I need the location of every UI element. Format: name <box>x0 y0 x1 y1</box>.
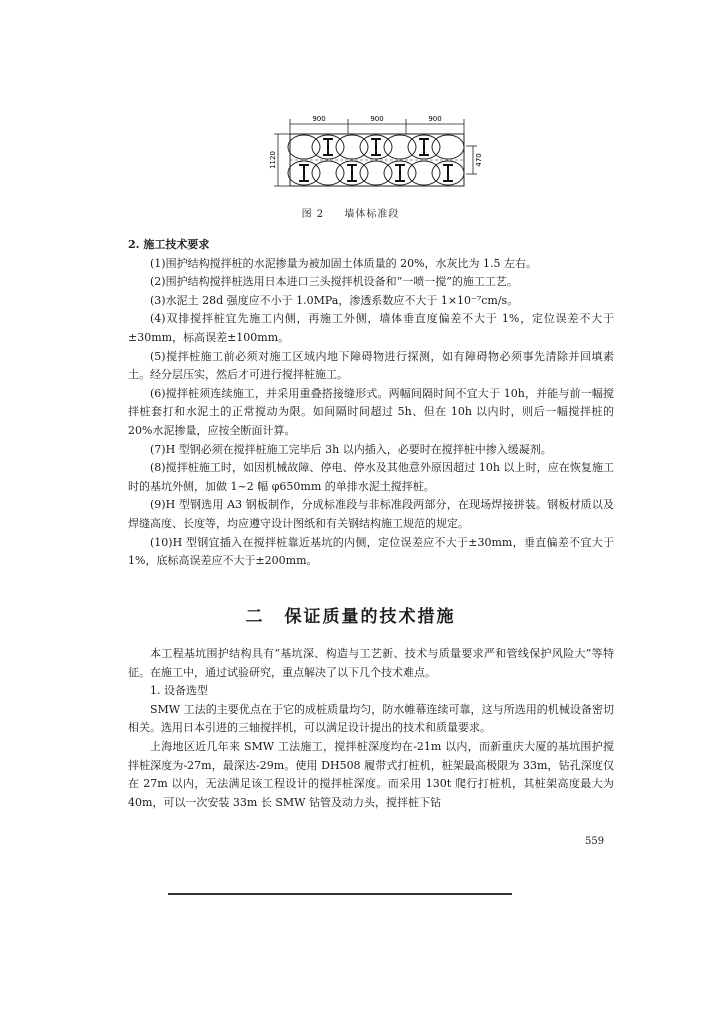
requirement-item: (7)H 型钢必须在搅拌桩施工完毕后 3h 以内插入，必要时在搅拌桩中掺入缓凝剂。 <box>150 442 552 456</box>
wall-section-diagram <box>268 112 488 200</box>
measures-intro: 本工程基坑围护结构具有“基坑深、构造与工艺新、技术与质量要求严和管线保护风险大”等特征。在施工中，通过试验研究，重点解决了以下几个技术难点。 <box>128 647 614 679</box>
requirements-heading: 2. 施工技术要求 <box>128 238 210 251</box>
figure-caption <box>0 205 701 220</box>
requirement-item: (1)围护结构搅拌桩的水泥掺量为被加固土体质量的 20%，水灰比为 1.5 左右。 <box>150 256 538 270</box>
dim-left: 1120 <box>269 151 277 169</box>
measures-paragraph: 上海地区近几年来 SMW 工法施工，搅拌桩深度均在-21m 以内，而新重庆大厦的基坑围护搅拌桩深度为-27m，最深达-29m。使用 DH508 履带式打桩机，桩架最高极限为 33m，钻孔深度仅在 27m 以内，无法满足该工程设计的搅拌桩深度。而采用 130t 爬行打桩机，其桩架高度最大为 40m，可以一次安装 33m 长 SMW 钻管及动力头，搅拌桩下钻 <box>128 739 614 809</box>
figure-number: 图 2 <box>301 209 325 220</box>
section-number: 二 <box>245 607 265 627</box>
requirement-item: (4)双排搅拌桩宜先施工内侧，再施工外侧，墙体垂直度偏差不大于 1%，定位误差不大于±30mm，标高误差±100mm。 <box>128 312 614 344</box>
section-title: 保证质量的技术措施 <box>284 607 456 627</box>
dim-top-2: 900 <box>370 115 384 123</box>
dim-right: 470 <box>475 153 483 167</box>
equipment-heading: 1. 设备选型 <box>150 684 208 698</box>
figure-title: 墙体标准段 <box>344 209 400 220</box>
section-heading <box>0 602 701 627</box>
dim-top-3: 900 <box>428 115 442 123</box>
requirement-item: (3)水泥土 28d 强度应不小于 1.0MPa，渗透系数应不大于 1×10⁻⁷cm/s。 <box>150 293 519 307</box>
measures-paragraph: SMW 工法的主要优点在于它的成桩质量均匀，防水帷幕连续可靠，这与所选用的机械设备密切相关。选用日本引进的三轴搅拌机，可以满足设计提出的技术和质量要求。 <box>128 702 614 735</box>
requirement-item: (5)搅拌桩施工前必须对施工区域内地下障碍物进行探测，如有障碍物必须事先清除并回填素土。经分层压实，然后才可进行搅拌桩施工。 <box>128 349 614 382</box>
technical-requirements <box>128 236 614 571</box>
requirement-item: (6)搅拌桩须连续施工，并采用重叠搭接缝形式。两幅间隔时间不宜大于 10h，并能与前一幅搅拌桩套打和水泥土的正常搅动为限。如间隔时间超过 5h、但在 10h 以内时，则后一幅搅拌桩的 20%水泥掺量，应按全断面计算。 <box>128 386 614 437</box>
page-number: 559 <box>585 836 605 847</box>
dim-top-1: 900 <box>312 115 326 123</box>
requirement-item: (8)搅拌桩施工时，如因机械故障、停电、停水及其他意外原因超过 10h 以上时，应在恢复施工时的基坑外侧，加做 1~2 幅 φ650mm 的单排水泥土搅拌桩。 <box>128 461 614 493</box>
quality-measures <box>128 645 614 812</box>
requirement-item: (9)H 型钢选用 A3 钢板制作，分成标准段与非标准段两部分，在现场焊接拼装。钢板材质以及焊缝高度、长度等，均应遵守设计图纸和有关钢结构施工规范的规定。 <box>128 498 614 530</box>
wall-standard-section-figure <box>268 112 488 200</box>
bottom-rule <box>168 893 512 895</box>
requirement-item: (2)围护结构搅拌桩选用日本进口三头搅拌机设备和“一喷一搅”的施工工艺。 <box>150 275 518 289</box>
requirement-item: (10)H 型钢宜插入在搅拌桩靠近基坑的内侧，定位误差应不大于±30mm，垂直偏差不宜大于 1%，底标高误差应不大于±200mm。 <box>128 535 614 568</box>
